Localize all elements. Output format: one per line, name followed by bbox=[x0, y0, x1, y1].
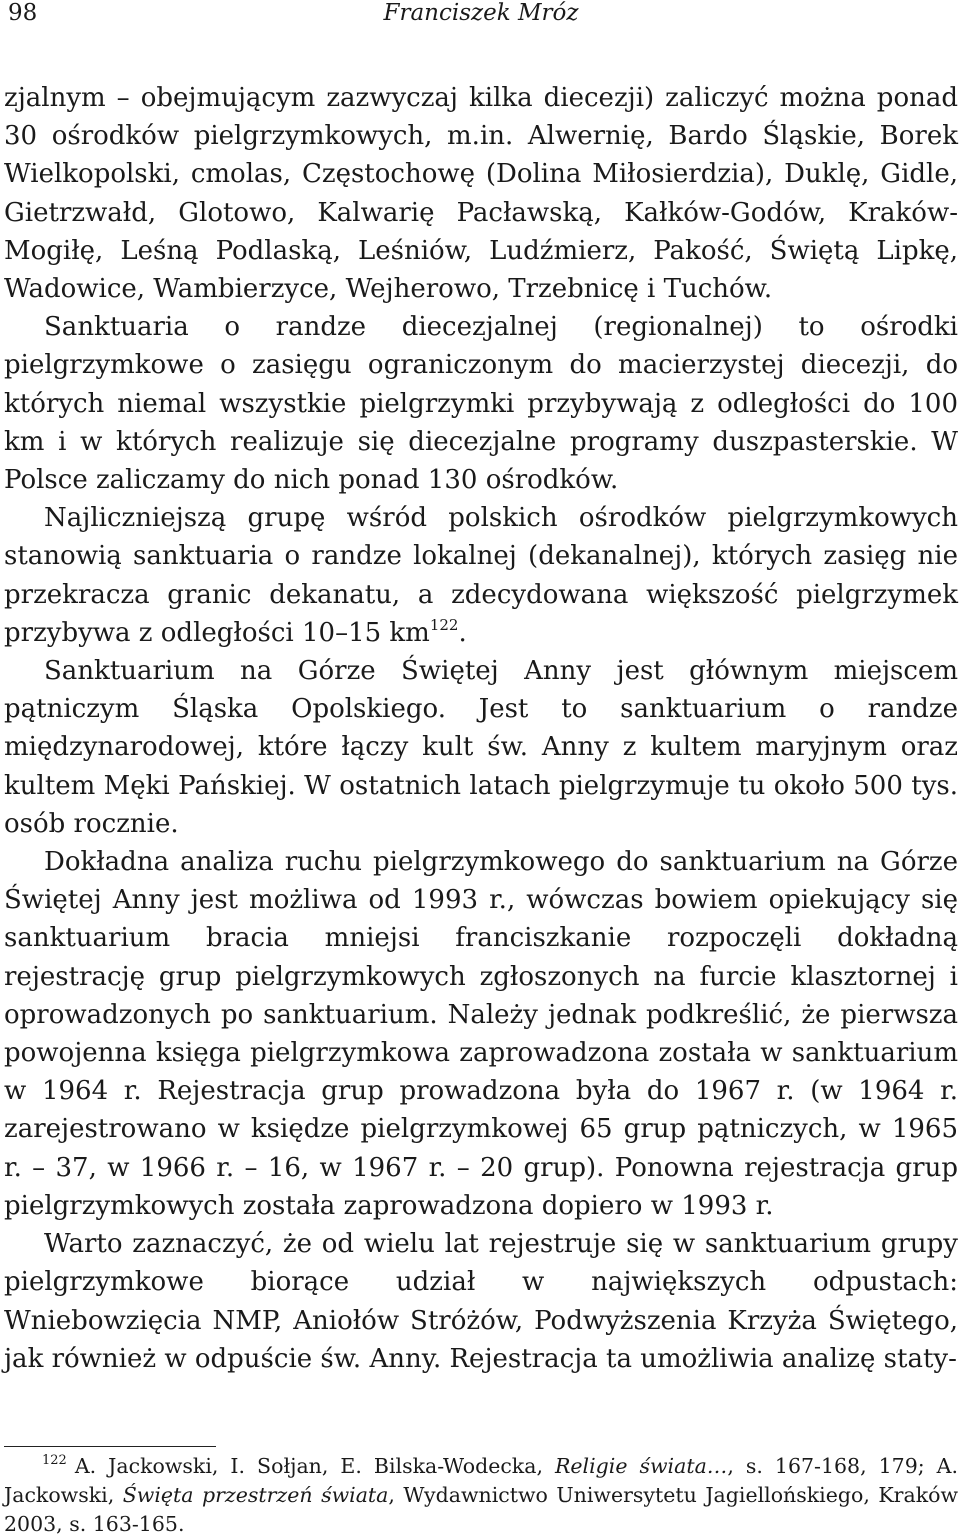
footnote bbox=[4, 1452, 958, 1539]
footnote-title: Święta przestrzeń świata bbox=[122, 1483, 389, 1507]
paragraph-text-end: . bbox=[458, 617, 467, 648]
paragraph bbox=[4, 499, 958, 652]
footnote-title: Religie świata… bbox=[554, 1454, 728, 1478]
footnote-reference[interactable]: 122 bbox=[429, 615, 459, 634]
paragraph: Sanktuarium na Górze Świętej Anny jest głównym miejscem pątniczym Śląska Opolskiego. Jest to sanktuarium o randze międzynarodowej, które łączy kult św. Anny z kultem maryjnym oraz kultem Męki Pańskiej. W ostatnich latach pielgrzymuje tu około 500 tys. osób rocznie. bbox=[4, 656, 958, 839]
page-number: 98 bbox=[8, 0, 38, 26]
footnote-number: 122 bbox=[42, 1453, 67, 1468]
paragraph: Sanktuaria o randze diecezjalnej (regionalnej) to ośrodki pielgrzymkowe o zasięgu ograniczonym do macierzystej diecezji, do których niemal wszystkie pielgrzymki przybywają z odległości do 100 km i w których realizuje się diecezjalne programy duszpasterskie. W Polsce zaliczamy do nich ponad 130 ośrodków. bbox=[4, 312, 958, 496]
paragraph: zjalnym – obejmującym zazwyczaj kilka diecezji) zaliczyć można ponad 30 ośrodków pielgrzymkowych, m.in. Alwernię, Bardo Śląskie, Borek Wielkopolski, cmolas, Częstochowę (Dolina Miłosierdzia), Duklę, Gidle, Gietrzwałd, Glotowo, Kalwarię Pacławską, Kałków-Godów, Kraków-Mogiłę, Leśną Podlaską, Leśniów, Ludźmierz, Pakość, Świętą Lipkę, Wadowice, Wambierzyce, Wejherowo, Trzebnicę i Tuchów. bbox=[4, 83, 958, 305]
body-text bbox=[4, 79, 958, 1378]
paragraph-text: Najliczniejszą grupę wśród polskich ośrodków pielgrzymkowych stanowią sanktuaria o randze lokalnej (dekanalnej), których zasięg nie przekracza granic dekanatu, a zdecydowana większość pielgrzymek przybywa z odległości 10–15 km bbox=[4, 503, 958, 648]
footnote-separator bbox=[4, 1446, 216, 1447]
footnote-text: A. Jackowski, I. Sołjan, E. Bilska-Wodecka, bbox=[74, 1454, 555, 1478]
page-header bbox=[4, 0, 958, 34]
paragraph: Dokładna analiza ruchu pielgrzymkowego do sanktuarium na Górze Świętej Anny jest możliwa od 1993 r., wówczas bowiem opiekujący się sanktuarium bracia mniejsi franciszkanie rozpoczęli dokładną rejestrację grup pielgrzymkowych zgłoszonych na furcie klasztornej i oprowadzonych po sanktuarium. Należy jednak podkreślić, że pierwsza powojenna księga pielgrzymkowa zaprowadzona została w sanktuarium w 1964 r. Rejestracja grup prowadzona była do 1967 r. (w 1964 r. zarejestrowano w księdze pielgrzymkowej 65 grup pątniczych, w 1965 r. – 37, w 1966 r. – 16, w 1967 r. – 20 grup). Ponowna rejestracja grup pielgrzymkowych została zaprowadzona dopiero w 1993 r. bbox=[4, 847, 958, 1221]
running-head: Franciszek Mróz bbox=[383, 0, 579, 26]
footnote-text: , s. 167-168, 179; A. Jackowski, bbox=[4, 1454, 958, 1507]
paragraph: Warto zaznaczyć, że od wielu lat rejestruje się w sanktuarium grupy pielgrzymkowe biorące udział w największych odpustach: Wniebowzięcia NMP, Aniołów Stróżów, Podwyższenia Krzyża Świętego, jak również w odpuście św. Anny. Rejestracja ta umożliwia analizę staty- bbox=[4, 1229, 958, 1374]
footnote-text: , Wydawnictwo Uniwersytetu Jagiellońskiego, Kraków 2003, s. 163-165. bbox=[4, 1483, 959, 1536]
